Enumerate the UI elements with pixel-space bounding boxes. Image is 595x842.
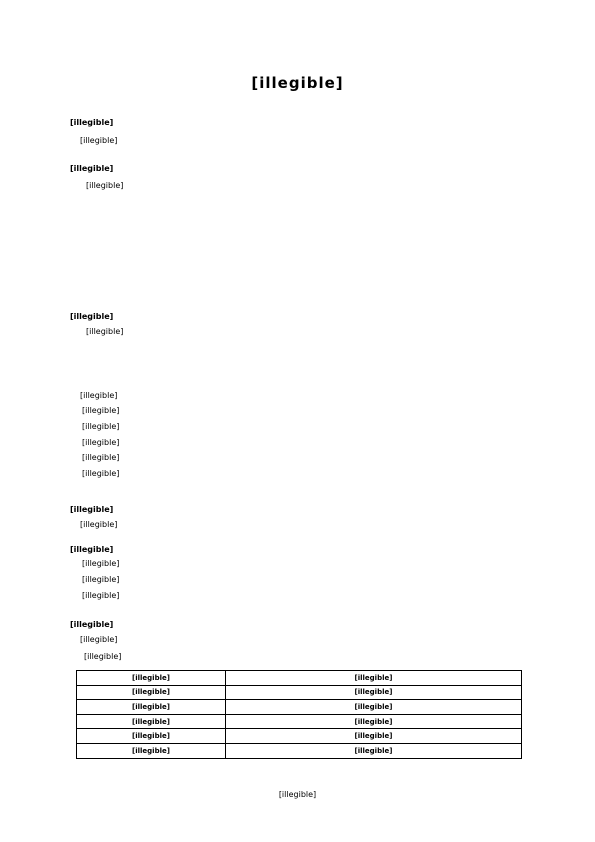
list-item: [illegible]	[82, 574, 120, 584]
section-2-paragraph: [illegible]	[86, 181, 124, 190]
document-title: [illegible]	[251, 74, 344, 92]
table-header-row	[77, 671, 522, 686]
table-cell: [illegible]	[226, 729, 522, 744]
section-3-heading: [illegible]	[70, 312, 114, 321]
table-cell: [illegible]	[226, 743, 522, 758]
section-1-heading: [illegible]	[70, 118, 114, 127]
table-cell: [illegible]	[226, 685, 522, 700]
section-5-list	[82, 556, 119, 603]
table-cell: [illegible]	[77, 729, 226, 744]
table-row	[77, 714, 522, 729]
table-cell: [illegible]	[77, 714, 226, 729]
list-item: [illegible]	[82, 406, 120, 415]
list-item: [illegible]	[82, 421, 120, 431]
list-item: [illegible]	[82, 590, 120, 600]
table-row	[77, 685, 522, 700]
table-caption: [illegible]	[84, 652, 122, 661]
section-6-subheading: [illegible]	[80, 635, 118, 644]
section-3-paragraph: [illegible]	[86, 327, 124, 336]
table-header-cell: [illegible]	[226, 671, 522, 686]
table-row	[77, 729, 522, 744]
section-1-line: [illegible]	[80, 136, 118, 145]
page-number: [illegible]	[278, 790, 317, 799]
table-cell: [illegible]	[77, 700, 226, 715]
section-4-line: [illegible]	[80, 520, 118, 529]
table-cell: [illegible]	[77, 743, 226, 758]
section-5-heading: [illegible]	[70, 545, 114, 554]
data-table	[76, 670, 522, 759]
section-2-heading: [illegible]	[70, 164, 114, 173]
table-cell: [illegible]	[226, 714, 522, 729]
list-item: [illegible]	[82, 453, 120, 463]
section-6-heading: [illegible]	[70, 620, 114, 629]
table-cell: [illegible]	[226, 700, 522, 715]
section-4-heading: [illegible]	[70, 505, 114, 514]
list-item: [illegible]	[82, 469, 120, 479]
list-item: [illegible]	[82, 437, 120, 447]
table-row	[77, 700, 522, 715]
table-row	[77, 743, 522, 758]
table-cell: [illegible]	[77, 685, 226, 700]
table-header-cell: [illegible]	[77, 671, 226, 686]
section-3-list	[82, 403, 119, 482]
section-3-subheading: [illegible]	[80, 391, 118, 400]
list-item: [illegible]	[82, 559, 120, 568]
